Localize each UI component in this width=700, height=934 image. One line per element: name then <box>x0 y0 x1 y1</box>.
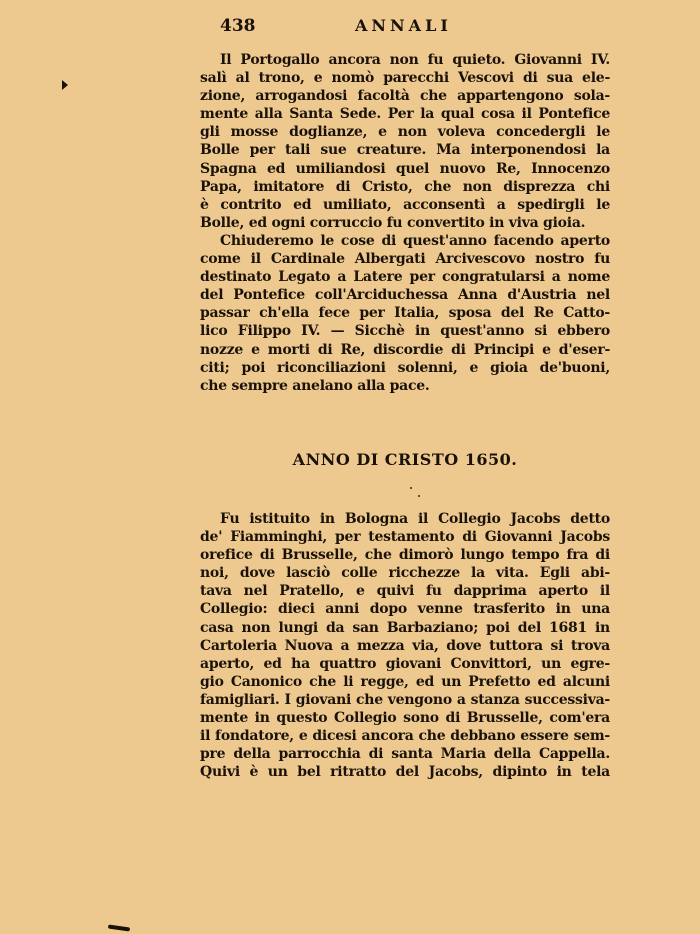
ink-speck <box>418 495 420 497</box>
text-line: il fondatore, e dicesi ancora che debbano essere sem- <box>200 728 610 745</box>
text-line: gio Canonico che li regge, ed un Prefetto ed alcuni <box>200 673 610 690</box>
ink-speck <box>410 487 412 489</box>
text-line: Bolle, ed ogni corruccio fu convertito in viva gioia. <box>200 214 586 231</box>
text-line: tava nel Pratello, e quivi fu dapprima aperto il <box>200 583 610 600</box>
text-line: aperto, ed ha quattro giovani Convittori, un egre- <box>200 655 610 672</box>
text-line: che sempre anelano alla pace. <box>200 377 430 394</box>
text-line: noi, dove lasciò colle ricchezze la vita. Egli abi- <box>200 565 610 582</box>
text-line: Collegio: dieci anni dopo venne trasferito in una <box>200 601 610 618</box>
text-line: mente in questo Collegio sono di Brusselle, com'era <box>200 710 610 727</box>
text-line: citi; poi riconciliazioni solenni, e gioia de'buoni, <box>200 359 610 376</box>
text-line: Papa, imitatore di Cristo, che non disprezza chi <box>200 178 610 195</box>
text-line: orefice di Brusselle, che dimorò lungo tempo fra di <box>200 547 610 564</box>
text-line: salì al trono, e nomò parecchi Vescovi di sua ele- <box>200 70 610 87</box>
text-line: zione, arrogandosi facoltà che appartengono sola- <box>200 88 610 105</box>
paragraph-collegio-jacobs <box>200 510 610 781</box>
year-heading: ANNO DI CRISTO 1650. <box>292 450 518 469</box>
text-line: gli mosse doglianze, e non voleva concedergli le <box>200 124 610 141</box>
text-line: passar ch'ella fece per Italia, sposa del Re Catto- <box>200 305 610 322</box>
text-line: Cartoleria Nuova a mezza via, dove tuttora si trova <box>200 637 610 654</box>
paragraph-portogallo <box>200 51 610 232</box>
text-line: è contrito ed umiliato, acconsentì a spedirgli le <box>200 196 610 213</box>
text-line: Il Portogallo ancora non fu quieto. Giovanni IV. <box>220 52 610 68</box>
text-line: nozze e morti di Re, discordie di Principi e d'eser- <box>200 341 610 358</box>
text-line: de' Fiamminghi, per testamento di Giovanni Jacobs <box>200 529 610 546</box>
paragraph-albergati <box>200 232 610 395</box>
text-line: Bolle per tali sue creature. Ma interponendosi la <box>200 142 610 159</box>
text-line: mente alla Santa Sede. Per la qual cosa il Pontefice <box>200 106 610 123</box>
text-line: casa non lungi da san Barbaziano; poi del 1681 in <box>200 619 610 636</box>
text-line: del Pontefice coll'Arciduchessa Anna d'Austria nel <box>200 287 610 304</box>
text-line: lico Filippo IV. — Sicchè in quest'anno si ebbero <box>200 323 610 340</box>
text-line: famigliari. I giovani che vengono a stanza successiva- <box>200 691 610 708</box>
text-line: come il Cardinale Albergati Arcivescovo nostro fu <box>200 251 610 268</box>
page-header <box>200 16 610 40</box>
margin-mark <box>62 80 68 90</box>
text-line: pre della parrocchia di santa Maria della Cappella. <box>200 746 610 763</box>
text-line: Chiuderemo le cose di quest'anno facendo aperto <box>220 233 610 249</box>
text-line: Spagna ed umiliandosi quel nuovo Re, Innocenzo <box>200 160 610 177</box>
running-title: ANNALI <box>355 16 452 35</box>
page-number: 438 <box>220 16 256 36</box>
page-edge-mark <box>108 924 130 931</box>
text-line: Fu istituito in Bologna il Collegio Jacobs detto <box>220 511 610 527</box>
text-line: Quivi è un bel ritratto del Jacobs, dipinto in tela <box>200 764 610 781</box>
text-line: destinato Legato a Latere per congratularsi a nome <box>200 269 610 286</box>
